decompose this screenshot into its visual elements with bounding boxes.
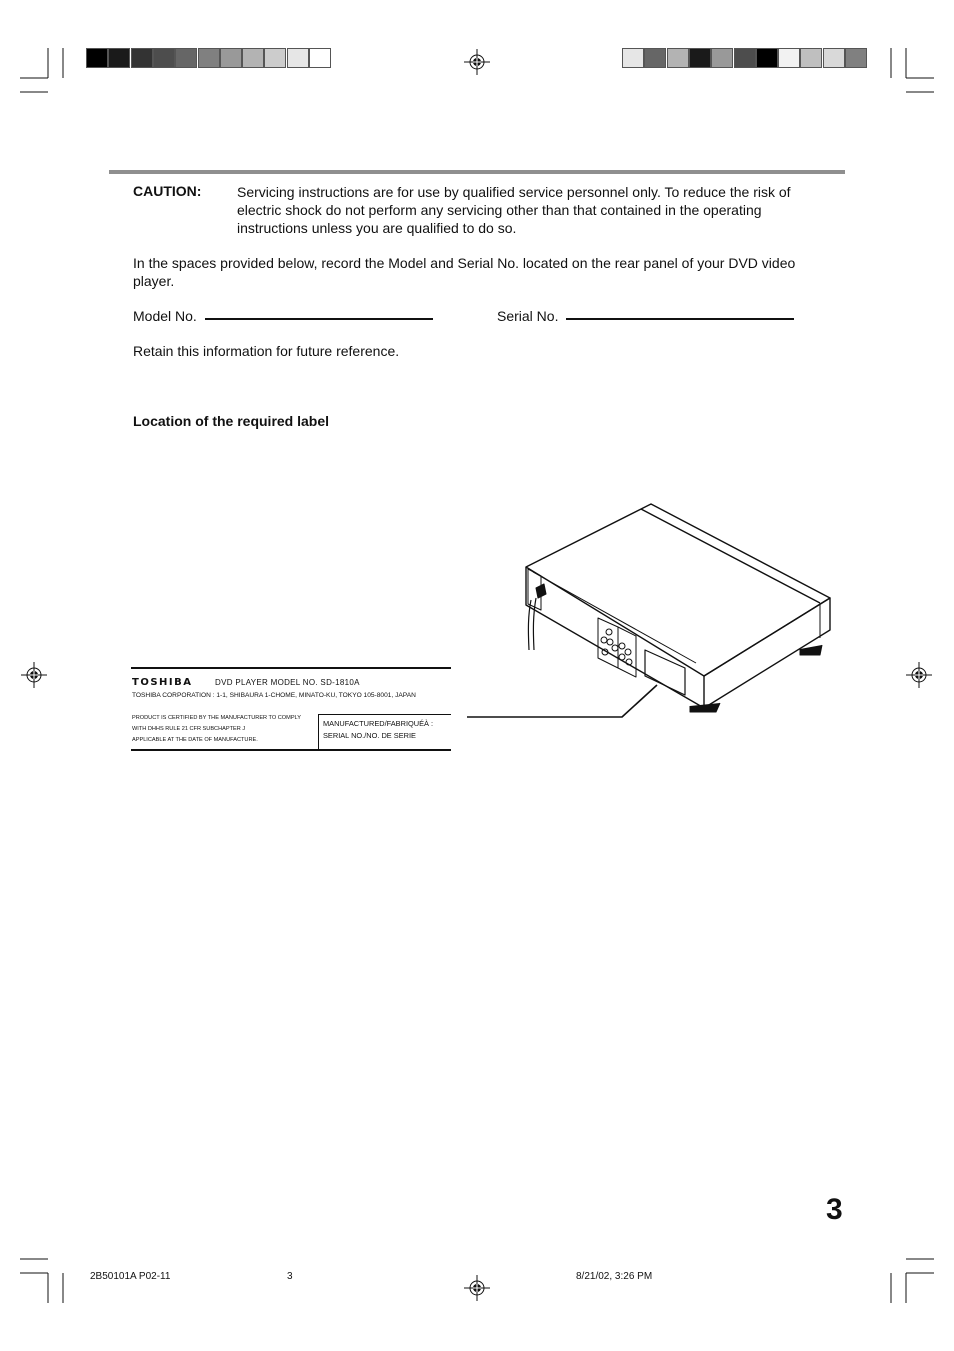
rating-label [131, 667, 451, 751]
header-rule [109, 170, 845, 174]
label-model-line: DVD PLAYER MODEL NO. SD-1810A [215, 678, 360, 687]
retain-note: Retain this information for future reference. [133, 343, 400, 359]
color-swatch [108, 48, 130, 68]
dvd-player-illustration [460, 500, 840, 725]
registration-mark-icon [21, 662, 47, 688]
color-swatch [175, 48, 197, 68]
color-swatch [644, 48, 666, 68]
label-certification [132, 713, 301, 746]
caution-text: Servicing instructions are for use by qualified service personnel only. To reduce the risk of electric shock do not perform any servicing other than that contained in the operating instructions unless you are qualified to do so. [237, 184, 791, 236]
color-swatch [689, 48, 711, 68]
serial-number-field[interactable] [566, 318, 794, 320]
label-location-heading: Location of the required label [133, 413, 330, 429]
serial-number-label: Serial No. [497, 308, 559, 324]
label-cert-line: PRODUCT IS CERTIFIED BY THE MANUFACTURER TO COMPLY [132, 715, 301, 721]
label-vertical-divider [318, 714, 319, 749]
label-divider [318, 714, 451, 715]
color-swatch [711, 48, 733, 68]
record-instruction: In the spaces provided below, record the Model and Serial No. located on the rear panel of your DVD video player. [133, 255, 796, 289]
label-top-rule [131, 667, 451, 669]
model-number-label: Model No. [133, 308, 197, 324]
label-manufacture-info [323, 718, 433, 742]
registration-mark-icon [906, 662, 932, 688]
color-swatch [242, 48, 264, 68]
label-serial: SERIAL NO./NO. DE SERIE [323, 731, 416, 740]
footer-timestamp: 8/21/02, 3:26 PM [576, 1271, 653, 1282]
color-swatch [845, 48, 867, 68]
color-swatch [622, 48, 644, 68]
registration-mark-icon [464, 49, 490, 75]
caution-label: CAUTION: [133, 183, 202, 199]
registration-mark-icon [464, 1275, 490, 1301]
label-corporation: TOSHIBA CORPORATION : 1-1, SHIBAURA 1-CHOME, MINATO-KU, TOKYO 105-8001, JAPAN [132, 692, 416, 699]
color-swatch [756, 48, 778, 68]
label-cert-line: APPLICABLE AT THE DATE OF MANUFACTURE. [132, 737, 258, 743]
color-swatch [800, 48, 822, 68]
color-swatch [86, 48, 108, 68]
color-swatch [131, 48, 153, 68]
color-swatch [287, 48, 309, 68]
color-swatch [220, 48, 242, 68]
color-swatch [823, 48, 845, 68]
page-number: 3 [826, 1193, 843, 1226]
label-brand: TOSHIBA [132, 677, 193, 688]
color-swatch [778, 48, 800, 68]
label-manufactured: MANUFACTURED/FABRIQUÉÀ : [323, 719, 434, 728]
color-swatch [734, 48, 756, 68]
model-number-field[interactable] [205, 318, 433, 320]
footer-document-code: 2B50101A P02-11 [90, 1271, 171, 1282]
color-swatch [153, 48, 175, 68]
label-bottom-rule [131, 749, 451, 751]
color-swatch [198, 48, 220, 68]
color-swatch [309, 48, 331, 68]
color-swatch [264, 48, 286, 68]
label-cert-line: WITH DHHS RULE 21 CFR SUBCHAPTER J [132, 726, 246, 732]
footer-page-number: 3 [287, 1271, 293, 1282]
color-swatch [667, 48, 689, 68]
